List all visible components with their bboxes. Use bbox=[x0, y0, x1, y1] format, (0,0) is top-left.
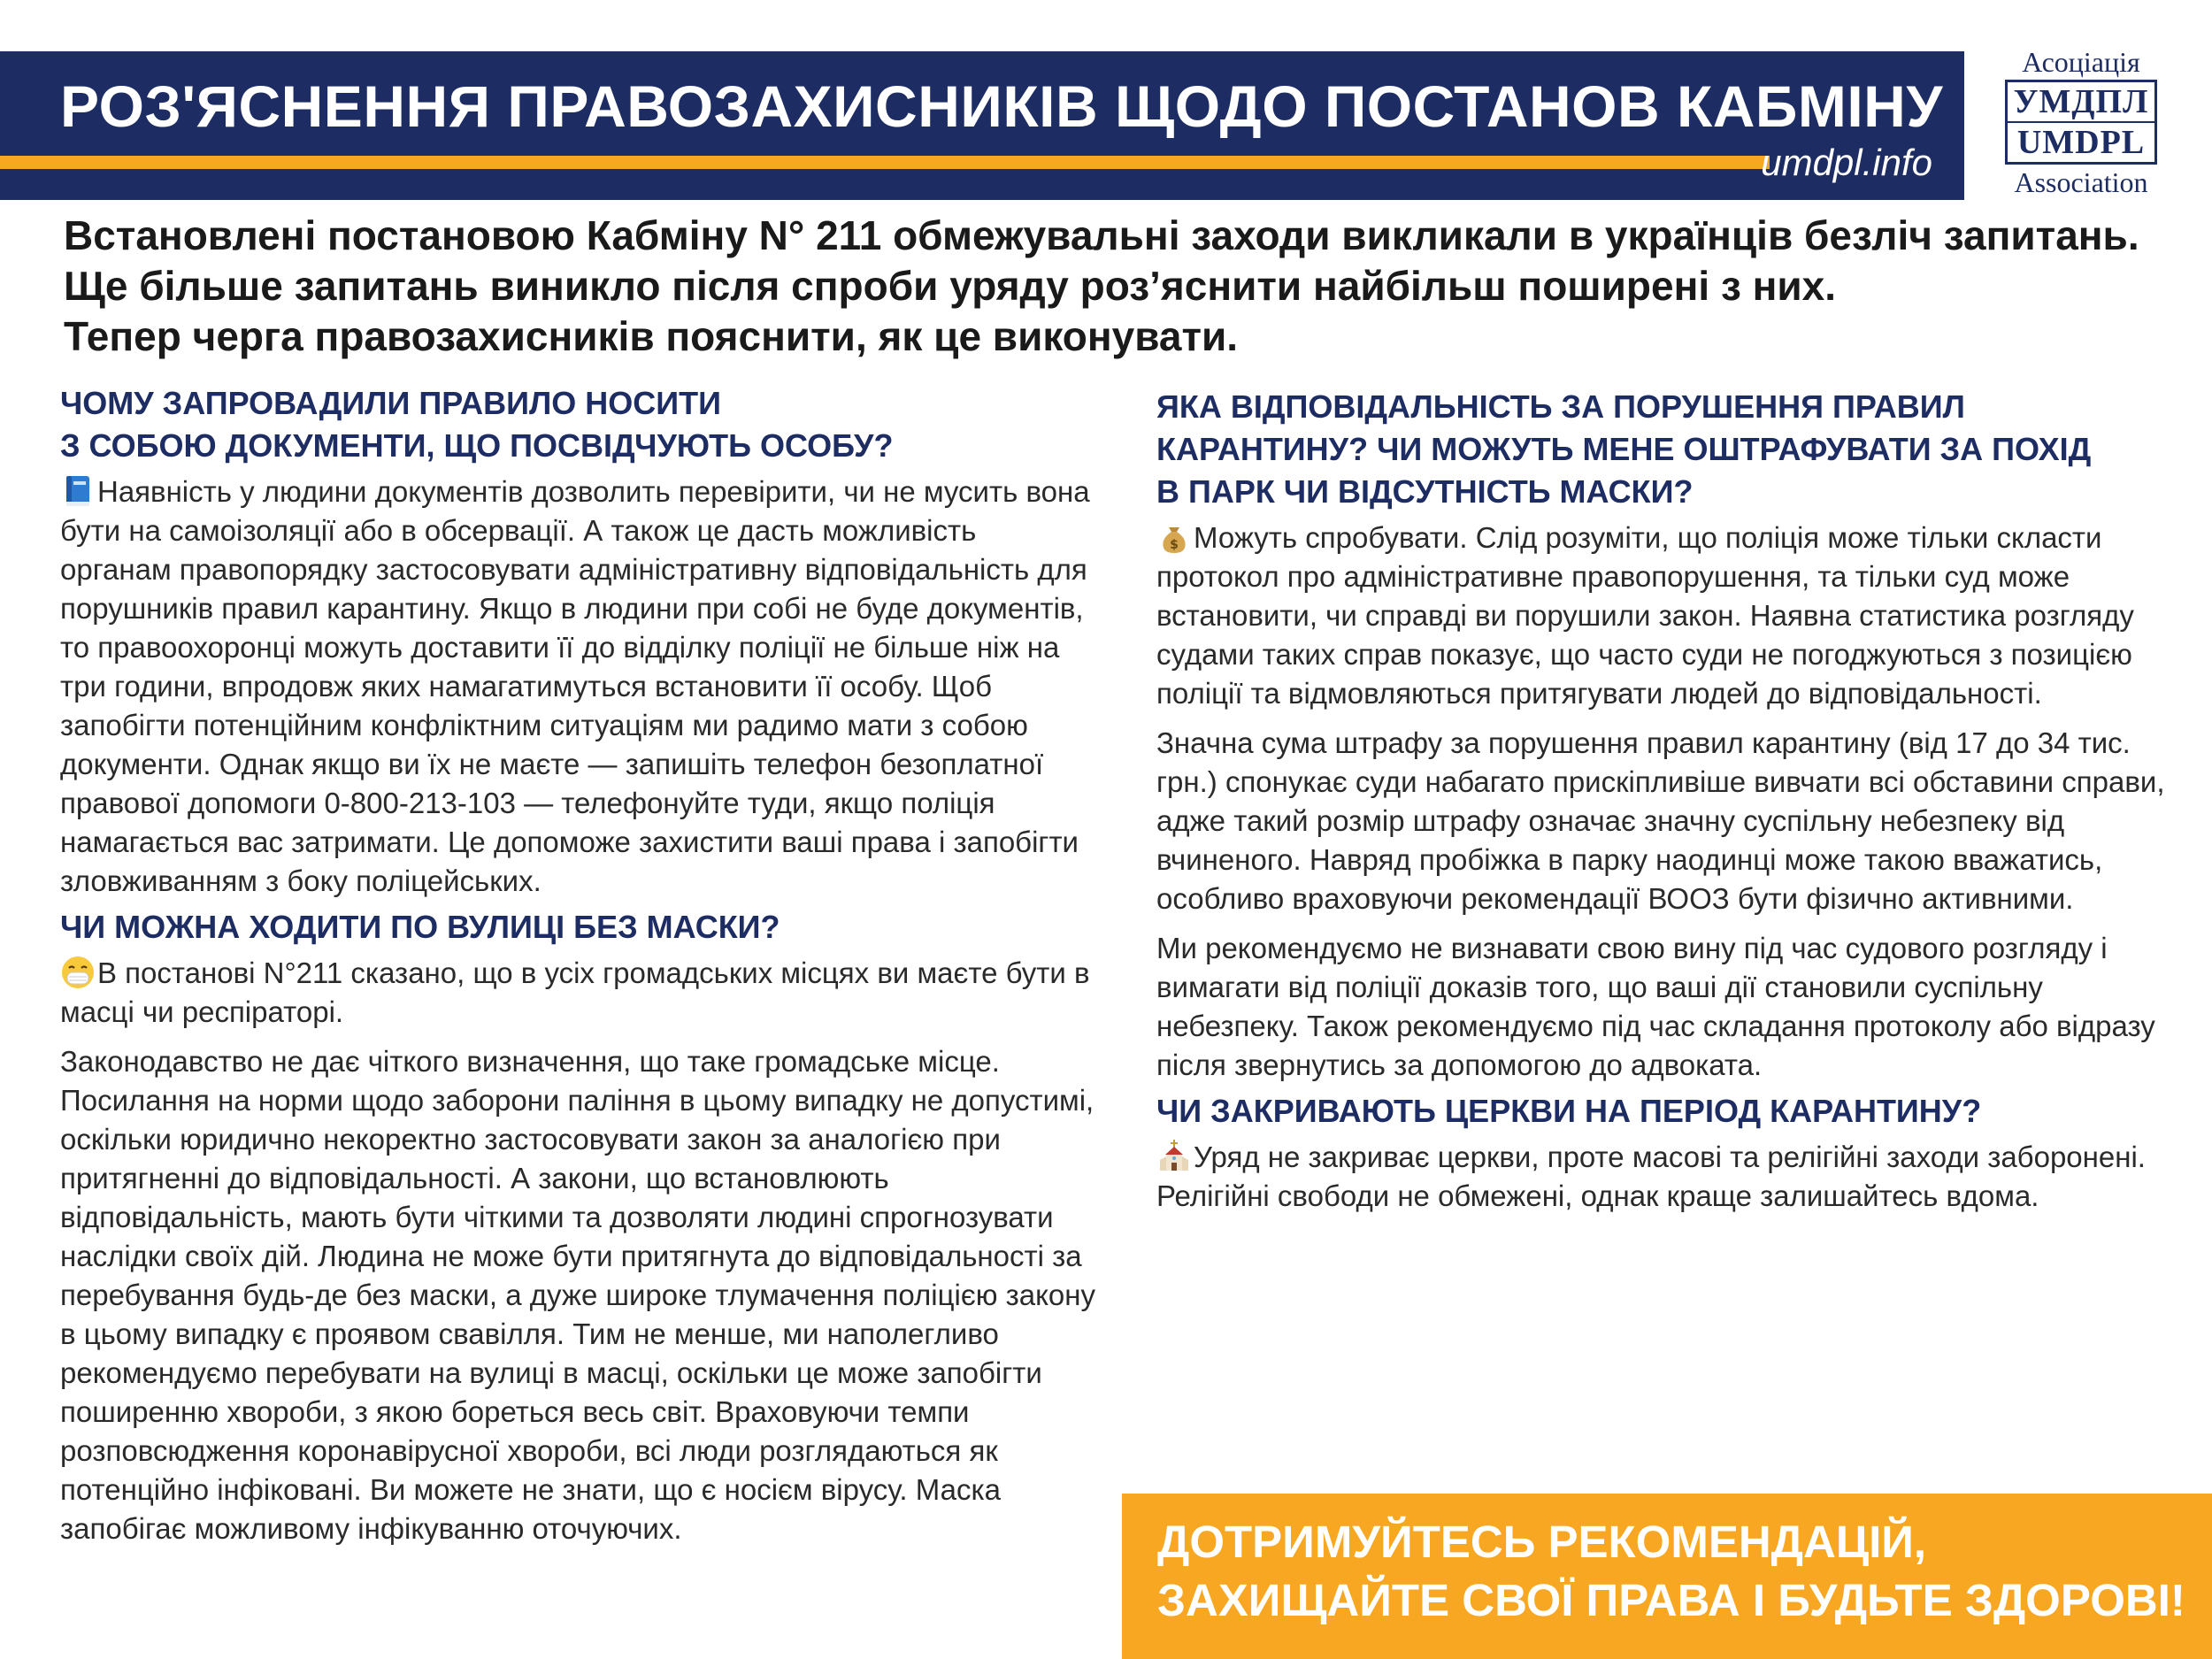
callout-line: ДОТРИМУЙТЕСЬ РЕКОМЕНДАЦІЙ, bbox=[1157, 1517, 1927, 1567]
heading-line: ЧИ ЗАКРИВАЮТЬ ЦЕРКВИ НА ПЕРІОД КАРАНТИНУ? bbox=[1156, 1093, 1982, 1129]
section-body-churches bbox=[1156, 1138, 2174, 1216]
svg-text:$: $ bbox=[1170, 538, 1179, 552]
logo-line-association-ua: Асоціація bbox=[2022, 46, 2140, 78]
intro-text bbox=[64, 211, 2187, 362]
mask-face-icon bbox=[60, 955, 96, 990]
heading-line: КАРАНТИНУ? ЧИ МОЖУТЬ МЕНЕ ОШТРАФУВАТИ ЗА ПОХІД bbox=[1156, 431, 2092, 467]
association-logo bbox=[2001, 46, 2161, 204]
logo-line-association-en: Association bbox=[2014, 166, 2148, 198]
section-body-mask-2: Законодавство не дає чіткого визначення, що таке громадське місце. Посилання на норми щодо заборони паління в цьому випадку не допустимі, оскільки юридично некоректно застосовувати закон за аналогією при притягненні до відповідальності. А закони, що встановлюють відповідальність, мають бути чіткими та дозволяти людині спрогнозувати наслідки своїх дій. Людина не може бути притягнута до відповідальності за перебування будь-де без маски, а дуже широке тлумачення поліцією закону в цьому випадку є проявом свавілля. Тим не менше, ми наполегливо рекомендуємо перебувати на вулиці в масці, оскільки це може запобігти поширенню хвороби, з якою бореться весь світ. Враховуючи темпи розповсюдження коронавірусної хвороби, всі люди розглядаються як потенційно інфіковані. Ви можете не знати, що є носієм вірусу. Маска запобігає можливому інфікуванню оточуючих. bbox=[60, 1045, 1095, 1545]
right-column bbox=[1156, 386, 2174, 1216]
section-body-liability-3: Ми рекомендуємо не визнавати свою вину під час судового розгляду і вимагати від поліції доказів того, що ваші дії становили суспільну небезпеку. Також рекомендуємо під час складання протоколу або відразу після звернутись за допомогою до адвоката. bbox=[1156, 932, 2155, 1081]
section-heading-churches bbox=[1156, 1090, 2174, 1133]
callout-line: ЗАХИЩАЙТЕ СВОЇ ПРАВА І БУДЬТЕ ЗДОРОВІ! bbox=[1157, 1575, 2185, 1625]
logo-line-umdpl-en: UMDPL bbox=[2008, 121, 2154, 162]
accent-stripe bbox=[0, 156, 1770, 169]
section-heading-documents bbox=[60, 382, 1095, 467]
section-body-text: В постанові N°211 сказано, що в усіх громадських місцях ви маєте бути в масці чи респіраторі. bbox=[60, 956, 1090, 1028]
section-body-text: Наявність у людини документів дозволить перевірити, чи не мусить вона бути на самоізоляції або в обсервації. А також це дасть можливість органам правопорядку застосовувати адміністративну відповідальність для порушників правил карантину. Якщо в людини при собі не буде документів, то правоохоронці можуть доставити її до відділку поліції не більше ніж на три години, впродовж яких намагатимуться встановити її особу. Щоб запобігти потенційним конфліктним ситуаціям ми радимо мати з собою документи. Однак якщо ви їх не маєте — запишіть телефон безоплатної правової допомоги 0-800-213-103 — телефонуйте туди, якщо поліція намагається вас затримати. Це допоможе захистити ваші права і запобігти зловживанням з боку поліцейських. bbox=[60, 475, 1090, 897]
heading-line: ЧОМУ ЗАПРОВАДИЛИ ПРАВИЛО НОСИТИ bbox=[60, 385, 721, 421]
section-heading-mask bbox=[60, 906, 1095, 949]
heading-line: З СОБОЮ ДОКУМЕНТИ, ЩО ПОСВІДЧУЮТЬ ОСОБУ? bbox=[60, 427, 894, 464]
intro-line: Ще більше запитань виникло після спроби уряду роз’яснити найбільш поширені з них. bbox=[64, 263, 1837, 309]
heading-line: В ПАРК ЧИ ВІДСУТНІСТЬ МАСКИ? bbox=[1156, 473, 1694, 510]
page-title: РОЗ'ЯСНЕННЯ ПРАВОЗАХИСНИКІВ ЩОДО ПОСТАНОВ КАБМІНУ bbox=[60, 73, 1943, 139]
intro-line: Тепер черга правозахисників пояснити, як це виконувати. bbox=[64, 313, 1239, 359]
header-banner bbox=[0, 51, 1964, 200]
intro-line: Встановлені постановою Кабміну N° 211 обмежувальні заходи викликали в українців безліч запитань. bbox=[64, 212, 2139, 258]
site-url[interactable]: umdpl.info bbox=[1761, 142, 1932, 183]
left-column bbox=[60, 382, 1095, 1548]
heading-line: ЧИ МОЖНА ХОДИТИ ПО ВУЛИЦІ БЕЗ МАСКИ? bbox=[60, 909, 780, 945]
section-body-liability-2: Значна сума штрафу за порушення правил карантину (від 17 до 34 тис. грн.) спонукає суди набагато прискіпливіше вивчати всі обставини справи, адже такий розмір штрафу означає значну суспільну небезпеку від вчиненого. Навряд пробіжка в парку наодинці може такою вважатись, особливо враховуючи рекомендації ВООЗ бути фізично активними. bbox=[1156, 726, 2165, 915]
church-icon bbox=[1156, 1139, 1192, 1174]
money-bag-icon bbox=[1156, 519, 1192, 555]
heading-line: ЯКА ВІДПОВІДАЛЬНІСТЬ ЗА ПОРУШЕННЯ ПРАВИЛ bbox=[1156, 388, 1965, 425]
logo-box bbox=[2005, 80, 2157, 165]
section-body-liability bbox=[1156, 518, 2174, 713]
book-icon bbox=[60, 473, 96, 509]
section-body-text: Уряд не закриває церкви, проте масові та релігійні заходи заборонені. Релігійні свободи не обмежені, однак краще залишайтесь вдома. bbox=[1156, 1141, 2146, 1212]
callout-text bbox=[1157, 1513, 2185, 1630]
section-heading-liability bbox=[1156, 386, 2174, 513]
closing-callout bbox=[1122, 1494, 2212, 1659]
section-body-mask bbox=[60, 954, 1095, 1032]
logo-line-umdpl-ua: УМДПЛ bbox=[2013, 83, 2149, 120]
section-body-documents bbox=[60, 472, 1095, 901]
section-body-text: Можуть спробувати. Слід розуміти, що поліція може тільки скласти протокол про адміністративне правопорушення, та тільки суд може встановити, чи справді ви порушили закон. Наявна статистика розгляду судами таких справ показує, що часто суди не погоджуються з позицією поліції та відмовляються притягувати людей до відповідальності. bbox=[1156, 521, 2134, 710]
